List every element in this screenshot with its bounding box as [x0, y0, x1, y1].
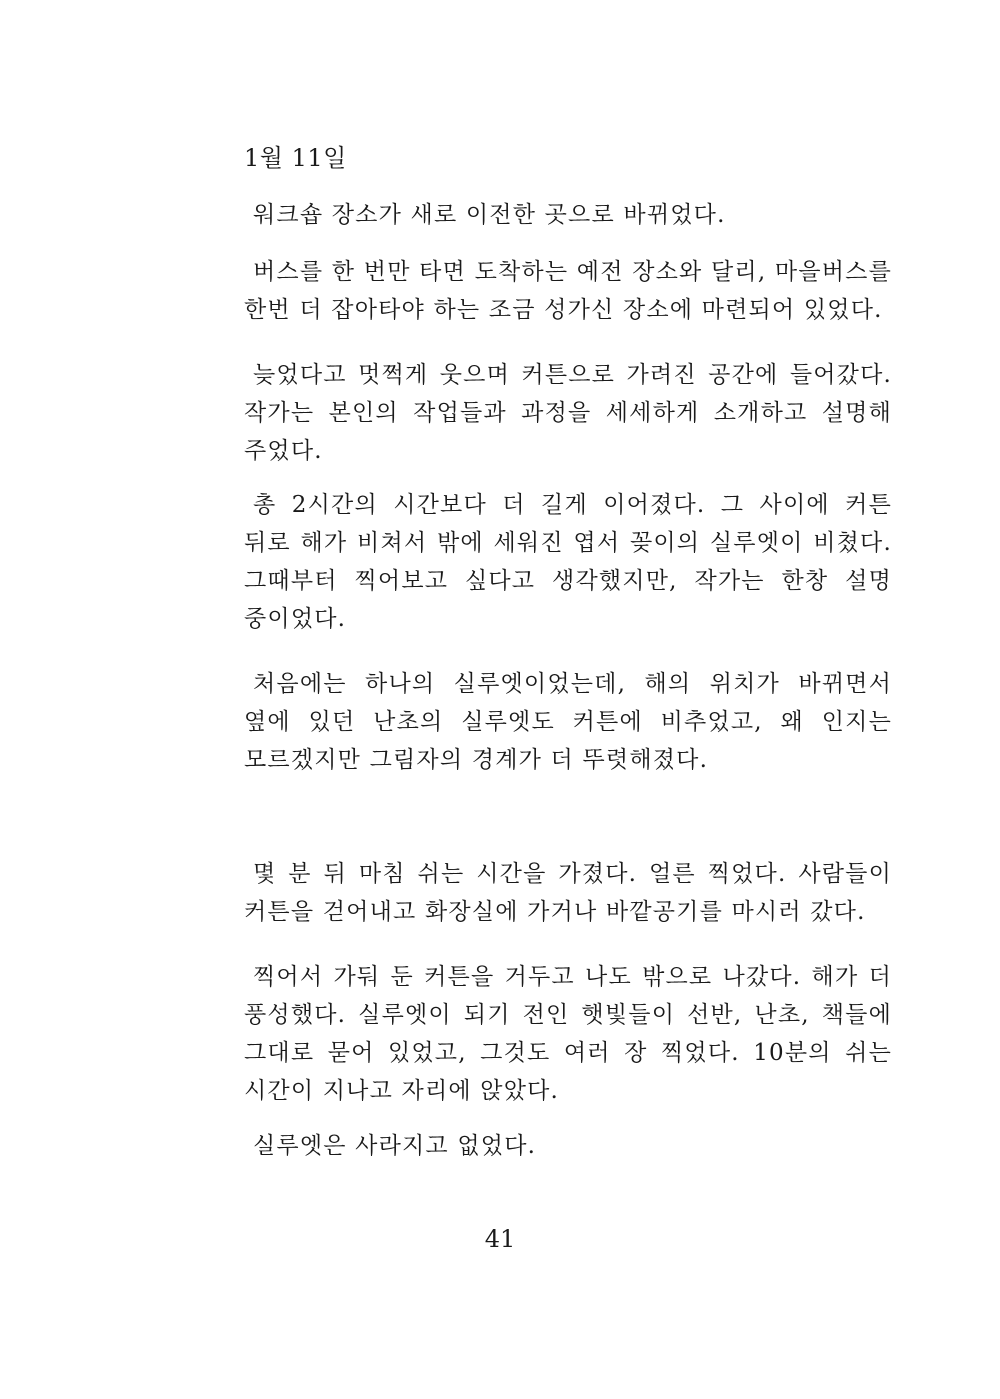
paragraph-6: 몇 분 뒤 마침 쉬는 시간을 가졌다. 얼른 찍었다. 사람들이 커튼을 걷어내고 화장실에 가거나 바깥공기를 마시러 갔다. — [244, 861, 892, 925]
paragraph-4: 총 2시간의 시간보다 더 길게 이어졌다. 그 사이에 커튼 뒤로 해가 비쳐서 밖에 세워진 엽서 꽂이의 실루엣이 비쳤다. 그때부터 찍어보고 싶다고 생각했지만, 작가는 한창 설명 중이었다. — [244, 492, 892, 632]
paragraph-2: 버스를 한 번만 타면 도착하는 예전 장소와 달리, 마을버스를 한번 더 잡아타야 하는 조금 성가신 장소에 마련되어 있었다. — [244, 259, 892, 323]
paragraph-8: 실루엣은 사라지고 없었다. — [253, 1133, 537, 1159]
paragraph-5: 처음에는 하나의 실루엣이었는데, 해의 위치가 바뀌면서 옆에 있던 난초의 실루엣도 커튼에 비추었고, 왜 인지는 모르겠지만 그림자의 경계가 더 뚜렷해졌다. — [244, 671, 892, 773]
entry-date: 1월 11일 — [244, 144, 347, 172]
page-number: 41 — [484, 1225, 516, 1253]
paragraph-3: 늦었다고 멋쩍게 웃으며 커튼으로 가려진 공간에 들어갔다. 작가는 본인의 작업들과 과정을 세세하게 소개하고 설명해 주었다. — [244, 362, 892, 464]
paragraph-1: 워크숍 장소가 새로 이전한 곳으로 바뀌었다. — [253, 202, 726, 228]
paragraph-7: 찍어서 가둬 둔 커튼을 거두고 나도 밖으로 나갔다. 해가 더 풍성했다. 실루엣이 되기 전인 햇빛들이 선반, 난초, 책들에 그대로 묻어 있었고, 그것도 여러 장 찍었다. 10분의 쉬는 시간이 지나고 자리에 앉았다. — [244, 964, 892, 1104]
